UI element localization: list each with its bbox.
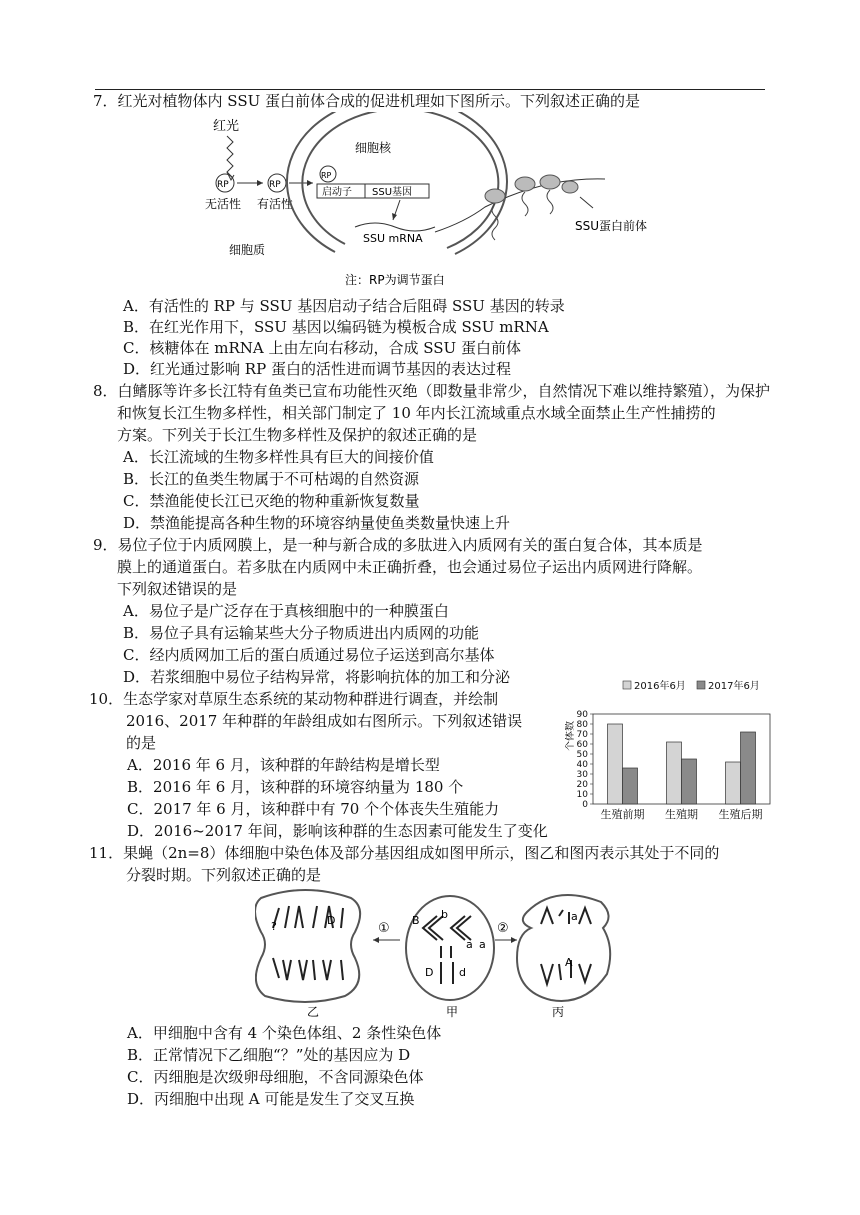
legend-swatch-1 [697,681,705,689]
legend-label-1: 2017年6月 [708,681,760,692]
nuclear-membrane-inner [302,112,498,248]
nucleus-label: 细胞核 [355,141,392,155]
q10-option-c: C．2017 年 6 月，该种群中有 70 个个体丧失生殖能力 [127,800,500,818]
yi-d-label: D [327,914,336,927]
inactive-label: 无活性 [205,197,242,211]
jia-b-label: b [441,908,448,921]
y-tick-label-4: 40 [576,760,588,770]
jia-d-label: d [459,966,466,979]
y-tick-label-3: 30 [576,770,588,780]
y-tick-label-7: 70 [576,730,588,740]
cell-yi [255,890,360,1002]
bing-a-label: a [571,910,578,923]
chromosomes-bing [541,908,591,984]
q8-stem-1: 8．白鳍豚等许多长江特有鱼类已宣布功能性灭绝（即数量非常少，自然情况下难以维持繁殖），为保护 [93,382,771,400]
q11-stem-1: 11．果蝇（2n=8）体细胞中染色体及部分基因组成如图甲所示，图乙和图丙表示其处于不同的 [89,844,720,862]
q11-option-a: A．甲细胞中含有 4 个染色体组、2 条性染色体 [127,1024,442,1042]
arrow-right-icon [511,937,517,943]
bar-1-1 [682,759,697,804]
chart-plot [565,710,770,821]
bar-0-1 [623,768,638,804]
q9-option-d: D．若浆细胞中易位子结构异常，将影响抗体的加工和分泌 [123,668,511,686]
jia-label: 甲 [446,1005,459,1019]
red-light-label: 红光 [213,119,240,134]
q10-option-b: B．2016 年 6 月，该种群的环境容纳量为 180 个 [127,778,464,796]
bing-a-cap-label: A [565,956,573,969]
q9-stem-3: 下列叙述错误的是 [117,580,238,598]
top-rule [95,89,765,90]
q9-option-b: B．易位子具有运输某些大分子物质进出内质网的功能 [123,624,480,642]
arrow-left-icon [373,937,379,943]
q8-option-c: C．禁渔能使长江已灭绝的物种重新恢复数量 [123,492,420,510]
q9-stem-1: 9．易位子位于内质网膜上，是一种与新合成的多肽进入内质网有关的蛋白复合体，其本质是 [93,536,703,554]
q7-option-a: A．有活性的 RP 与 SSU 基因启动子结合后阻碍 SSU 基因的转录 [123,297,565,315]
jia-d-cap-label: D [425,966,434,979]
figure-note: 注：RP为调节蛋白 [345,273,445,287]
step-1-label: ① [378,921,390,936]
y-tick-label-5: 50 [576,750,588,760]
svg-text:RP: RP [217,180,229,190]
q7-option-c: C．核糖体在 mRNA 上由左向右移动，合成 SSU 蛋白前体 [123,339,521,357]
light-wave-icon [227,136,233,178]
q7-option-d: D．红光通过影响 RP 蛋白的活性进而调节基因的表达过程 [123,360,511,378]
y-tick-label-1: 10 [576,790,588,800]
q7-option-b: B．在红光作用下，SSU 基因以编码链为模板合成 SSU mRNA [123,318,549,336]
q11-option-d: D．丙细胞中出现 A 可能是发生了交叉互换 [127,1090,415,1108]
q8-option-b: B．长江的鱼类生物属于不可枯竭的自然资源 [123,470,420,488]
q11-diagram [255,888,615,1020]
legend-label-0: 2016年6月 [634,681,686,692]
q10-option-d: D．2016~2017 年间，影响该种群的生态因素可能发生了变化 [127,822,548,840]
age-structure-chart [565,676,780,826]
q11-option-c: C．丙细胞是次级卵母细胞，不含同源染色体 [127,1068,424,1086]
arrow-icon [257,180,263,186]
mrna-label: SSU mRNA [363,232,423,245]
q9-option-c: C．经内质网加工后的蛋白质通过易位子运送到高尔基体 [123,646,495,664]
bar-2-0 [726,762,741,804]
q11-stem-2: 分裂时期。下列叙述正确的是 [126,866,322,884]
bar-1-0 [667,742,682,804]
q8-stem-3: 方案。下列关于长江生物多样性及保护的叙述正确的是 [117,426,478,444]
active-label: 有活性 [257,197,294,211]
q8-stem-2: 和恢复长江生物多样性，相关部门制定了 10 年内长江流域重点水域全面禁止生产性捕捞的 [117,404,716,422]
y-tick-label-0: 0 [582,800,588,810]
x-tick-label-0: 生殖前期 [600,808,645,821]
y-tick-label-6: 60 [576,740,588,750]
y-tick-label-9: 90 [576,710,588,720]
jia-a-label: a [466,938,473,951]
legend-swatch-0 [623,681,631,689]
q10-stem-1: 10．生态学家对草原生态系统的某动物种群进行调查，并绘制 [89,690,499,708]
q10-stem-3: 的是 [126,734,157,752]
q10-option-a: A．2016 年 6 月，该种群的年龄结构是增长型 [127,756,440,774]
bar-0-0 [608,724,623,804]
x-tick-label-2: 生殖后期 [718,808,763,821]
q8-option-a: A．长江流域的生物多样性具有巨大的间接价值 [123,448,434,466]
q8-option-d: D．禁渔能提高各种生物的环境容纳量使鱼类数量快速上升 [123,514,511,532]
chart-legend [623,679,760,692]
y-axis-label: 个体数 [565,721,576,751]
y-tick-label-8: 80 [576,720,588,730]
bar-2-1 [741,732,756,804]
q7-stem: 7．红光对植物体内 SSU 蛋白前体合成的促进机理如下图所示。下列叙述正确的是 [93,92,641,110]
q7-diagram [195,112,685,292]
q9-option-a: A．易位子是广泛存在于真核细胞中的一种膜蛋白 [123,602,449,620]
ssu-gene-label: SSU基因 [372,187,413,198]
cytoplasm-label: 细胞质 [229,243,266,257]
q11-option-b: B．正常情况下乙细胞“？”处的基因应为 D [127,1046,411,1064]
bing-label: 丙 [552,1005,565,1019]
q-mark-label: ? [271,920,277,933]
svg-text:RP: RP [269,180,281,190]
chromosomes-yi-bottom [273,958,343,980]
q10-stem-2: 2016、2017 年种群的年龄组成如右图所示。下列叙述错误 [126,712,523,730]
x-tick-label-1: 生殖期 [665,808,698,821]
jia-b-cap-label: B [412,914,420,927]
yi-label: 乙 [307,1005,320,1019]
svg-text:a: a [479,938,486,951]
step-2-label: ② [497,921,509,936]
precursor-label: SSU蛋白前体 [575,219,648,233]
q9-stem-2: 膜上的通道蛋白。若多肽在内质网中未正确折叠，也会通过易位子运出内质网进行降解。 [117,558,703,576]
svg-text:RP: RP [321,171,332,180]
promoter-label: 启动子 [322,187,352,198]
y-tick-label-2: 20 [576,780,588,790]
